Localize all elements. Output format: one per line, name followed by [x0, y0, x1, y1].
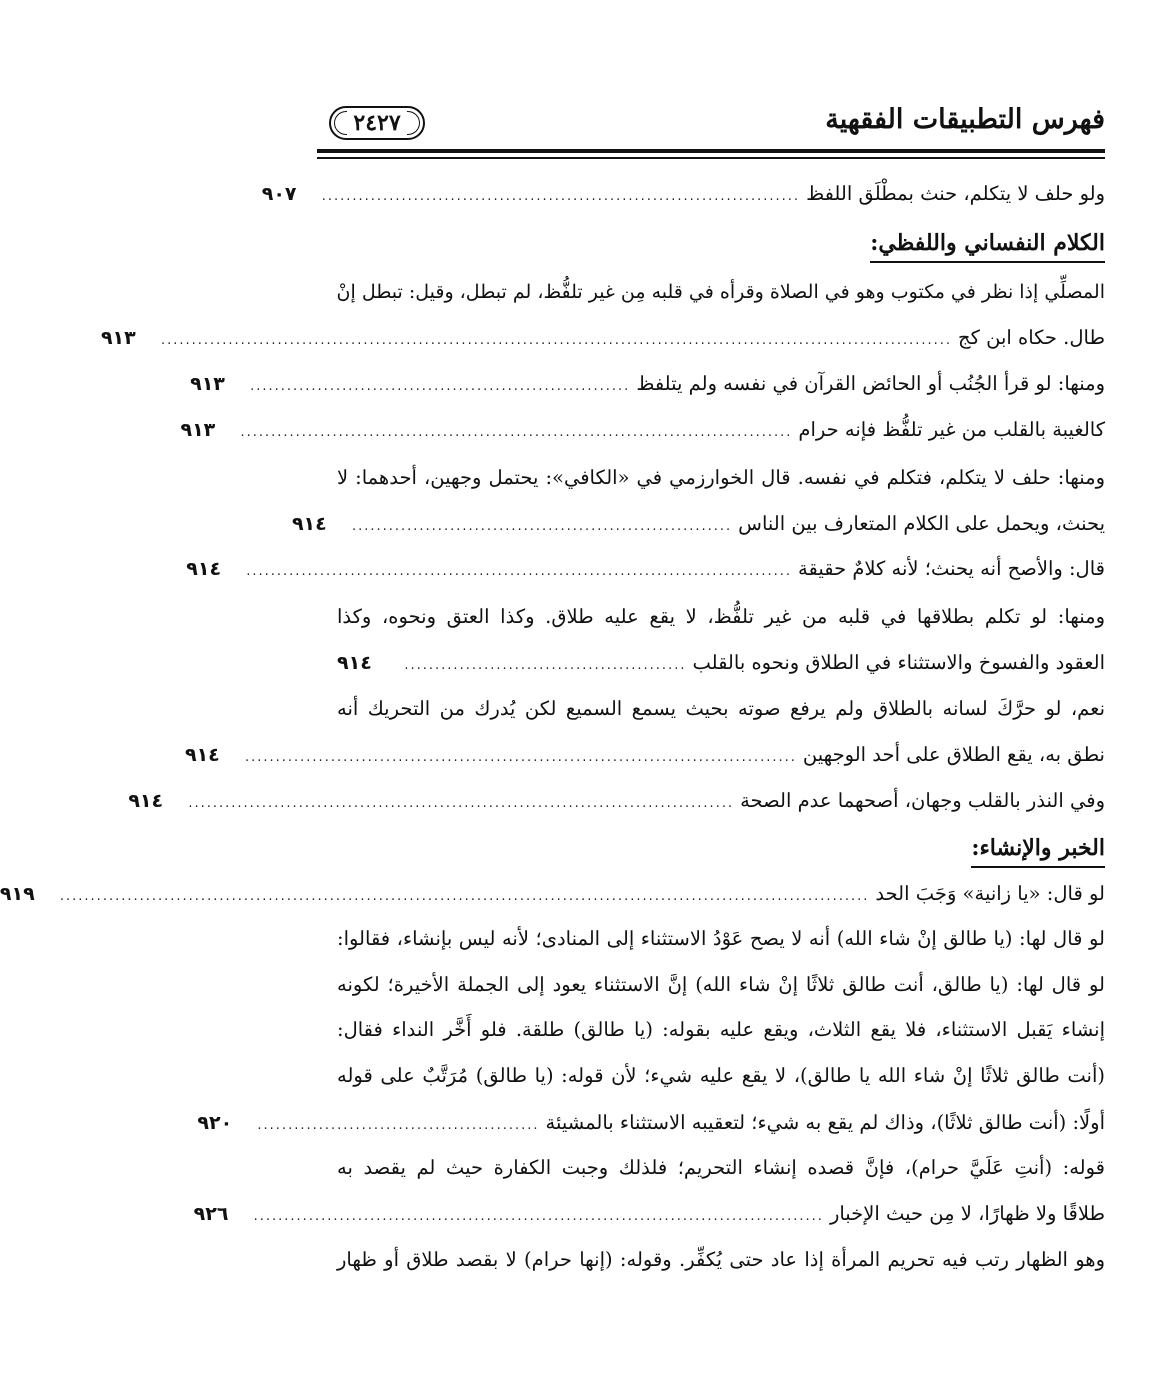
entry-page-number: ٩١٣ [190, 373, 225, 395]
entry-text: طلاقًا ولا ظهارًا، لا مِن حيث الإخبار [829, 1202, 1105, 1225]
leader-dots: .................................................................................................................................... [59, 889, 870, 904]
entry-text: أولًا: (أنت طالق ثلاثًا)، وذاك لم يقع به شيء؛ لتعقيبه الاستثناء بالمشيئة [545, 1111, 1105, 1134]
entry-page-number: ٩١٤ [291, 513, 327, 535]
entry-text: ومنها: لو قرأ الجُنُب أو الحائض القرآن في نفسه ولم يتلفظ [636, 372, 1105, 395]
leader-dots: .............................................. [257, 1118, 540, 1133]
leader-dots: ............................................................................................. [253, 1209, 824, 1224]
paragraph-line: ومنها: لو تكلم بطلاقها في قلبه من غير تلفُّظ، لا يقع عليه طلاق. وكذا العتق ونحوه، وكذا [337, 605, 1105, 628]
paragraph-line: وهو الظهار رتب فيه تحريم المرأة إذا عاد حتى يُكفِّر. وقوله: (إنها حرام) لا بقصد طلاق أو ظهار [337, 1248, 1105, 1271]
index-entry [186, 551, 1105, 587]
index-entry [128, 783, 1105, 819]
paragraph-line: لو قال لها: (يا طالق، أنت طالق ثلاثًا إنْ شاء الله) إنَّ الاستثناء يعود إلى الجملة الأخيرة؛ لكونه [337, 973, 1105, 996]
leader-dots: ................................................................................................................................. [160, 333, 953, 348]
paragraph-line: قوله: (أنتِ عَلَيَّ حرام)، فإنَّ قصده إنشاء التحريم؛ فلذلك وجبت الكفارة حيث لم يقصد به [337, 1156, 1105, 1179]
leader-dots: .............................................................. [250, 379, 631, 394]
section-heading: الخبر والإنشاء: [971, 830, 1105, 868]
entry-page-number: ٩١٤ [186, 558, 222, 580]
header-rule-thick [317, 149, 1105, 153]
leader-dots: .......................................................................................... [240, 425, 793, 440]
entry-page-number: ٩١٤ [337, 652, 372, 674]
index-entry [337, 645, 1105, 681]
running-title: فهرس التطبيقات الفقهية [825, 104, 1105, 135]
leader-dots: .............................................. [404, 658, 687, 673]
paragraph-line: إنشاء يَقبل الاستثناء، فلا يقع الثلاث، ويقع عليه بقوله: (يا طالق) طلقة. فلو أَخَّر النداء فقال: [337, 1018, 1105, 1041]
entry-page-number: ٩٠٧ [261, 183, 297, 205]
leader-dots: .............................................................................. [321, 189, 801, 204]
entry-page-number: ٩١٣ [180, 419, 216, 441]
header-rule-thin [317, 157, 1105, 159]
entry-text: يحنث، ويحمل على الكلام المتعارف بين الناس [738, 512, 1105, 535]
entry-text: نطق به، يقع الطلاق على أحد الوجهين [802, 743, 1105, 766]
page-number-badge: ٢٤٢٧ [329, 106, 425, 140]
paragraph-line: ومنها: حلف لا يتكلم، فتكلم في نفسه. قال الخوارزمي في «الكافي»: يحتمل وجهين، أحدهما: لا [337, 466, 1105, 489]
paragraph-line: نعم، لو حرَّكَ لسانه بالطلاق ولم يرفع صوته بحيث يسمع السميع لكن يُدرك من التحريك أنه [337, 697, 1105, 720]
index-entry [261, 176, 1105, 212]
entry-page-number: ٩١٩ [0, 883, 35, 905]
leader-dots: ......................................................................................... [246, 564, 793, 579]
entry-page-number: ٩٢٠ [197, 1112, 233, 1134]
index-entry [291, 506, 1105, 542]
entry-text: وفي النذر بالقلب وجهان، أصحهما عدم الصحة [740, 789, 1105, 812]
page-header [317, 100, 1105, 146]
entry-page-number: ٩١٣ [100, 327, 136, 349]
entry-text: العقود والفسوخ والاستثناء في الطلاق ونحوه بالقلب [692, 651, 1105, 674]
leader-dots: ......................................................................................... [188, 796, 735, 811]
index-entry [0, 876, 1105, 912]
index-entry [180, 412, 1105, 448]
leader-dots: .............................................................. [351, 519, 733, 534]
entry-text: ولو حلف لا يتكلم، حنث بمطْلَق اللفظ [806, 182, 1105, 205]
paragraph-line: (أنت طالق ثلاثًا إنْ شاء الله يا طالق)، لا يقع عليه شيء؛ لأن قوله: (يا طالق) مُرَتَّبٌ على قوله [337, 1064, 1105, 1087]
index-entry [193, 1196, 1105, 1232]
entry-page-number: ٩١٤ [128, 790, 164, 812]
index-entry [100, 320, 1105, 356]
index-entry [184, 737, 1105, 773]
entry-text: طال. حكاه ابن كج [958, 326, 1105, 349]
entry-page-number: ٩١٤ [184, 744, 220, 766]
entry-text: لو قال: «يا زانية» وَجَبَ الحد [875, 882, 1105, 905]
entry-text: كالغيبة بالقلب من غير تلفُّظ فإنه حرام [798, 418, 1105, 441]
index-entry [190, 366, 1105, 402]
paragraph-line: المصلِّي إذا نظر في مكتوب وهو في الصلاة وقرأه في قلبه مِن غير تلفُّظ، لم تبطل، وقيل: تبطل إنْ [336, 281, 1105, 303]
section-heading: الكلام النفساني واللفظي: [870, 225, 1105, 263]
index-entry [197, 1105, 1105, 1141]
entry-text: قال: والأصح أنه يحنث؛ لأنه كلامٌ حقيقة [798, 557, 1105, 580]
paragraph-line: لو قال لها: (يا طالق إنْ شاء الله) أنه لا يصح عَوْدُ الاستثناء إلى المنادى؛ لأنه ليس بإنشاء، فقالوا: [337, 927, 1105, 950]
leader-dots: .......................................................................................... [244, 750, 797, 765]
entry-page-number: ٩٢٦ [193, 1203, 229, 1225]
